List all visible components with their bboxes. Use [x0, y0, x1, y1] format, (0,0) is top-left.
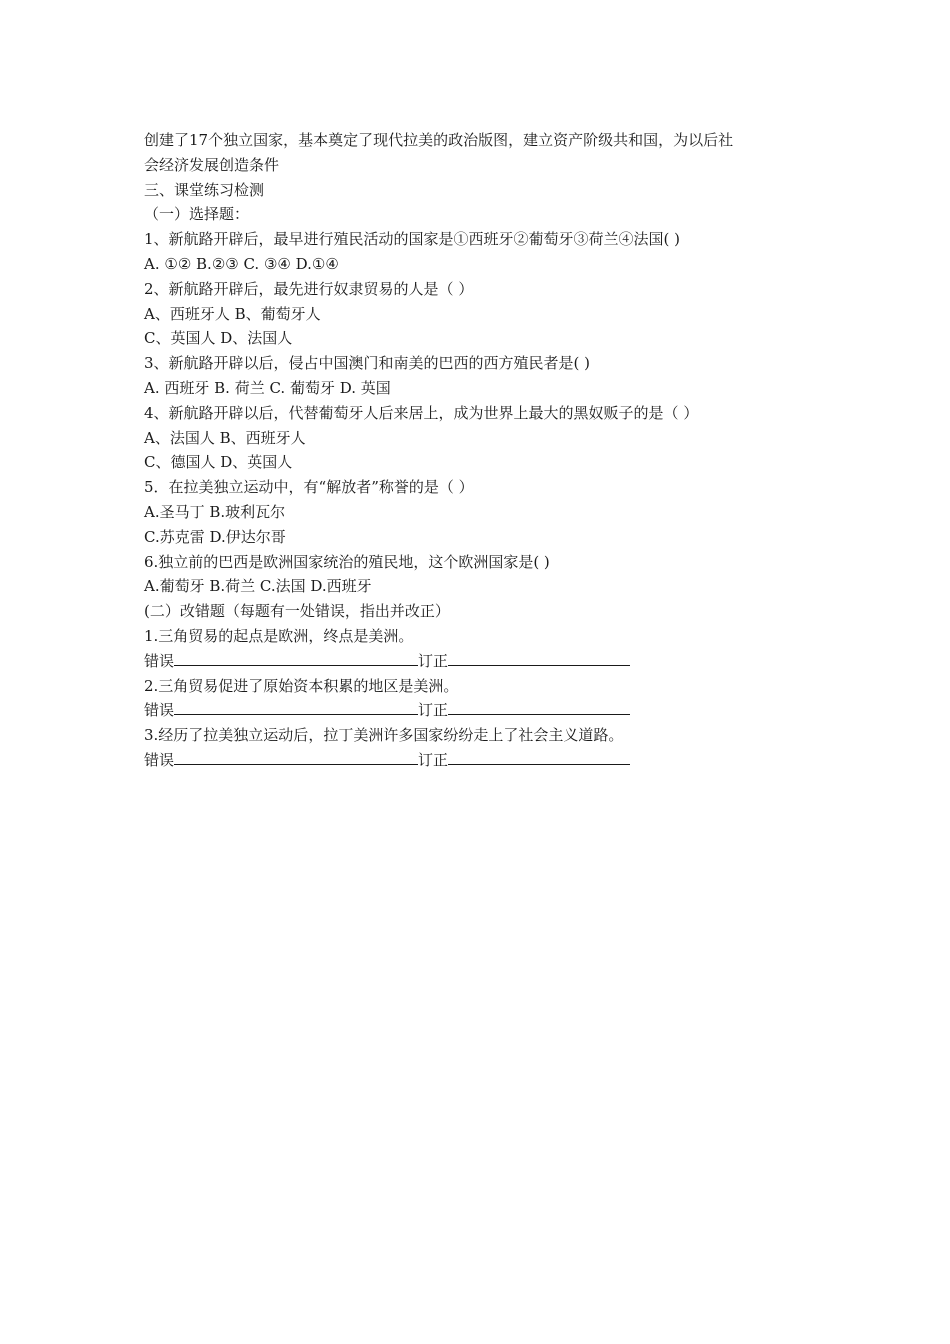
correction-heading: (二）改错题（每题有一处错误，指出并改正） [144, 602, 450, 621]
correction-q1-answer-row [144, 649, 824, 674]
q2-stem: 2、新航路开辟后，最先进行奴隶贸易的人是（ ） [144, 279, 474, 298]
error-label: 错误 [144, 701, 175, 720]
correction-q2-answer-row [144, 698, 824, 723]
q5-stem: 5．在拉美独立运动中，有“解放者”称誉的是（ ） [144, 478, 474, 497]
choice-heading: （一）选择题： [144, 205, 250, 224]
error-answer-blank[interactable] [174, 649, 418, 666]
q1-stem: 1、新航路开辟后，最早进行殖民活动的国家是①西班牙②葡萄牙③荷兰④法国( ) [144, 230, 681, 249]
correction-q3-answer-row [144, 748, 824, 773]
intro-line-1: 创建了17个独立国家，基本奠定了现代拉美的政治版图，建立资产阶级共和国，为以后社 [144, 131, 734, 149]
correction-q2: 2.三角贸易促进了原始资本积累的地区是美洲。 [144, 676, 459, 695]
q5-options-2: C.苏克雷 D.伊达尔哥 [144, 527, 286, 546]
q2-options-2: C、英国人 D、法国人 [144, 329, 293, 348]
fix-answer-blank[interactable] [448, 649, 630, 666]
error-label: 错误 [144, 651, 175, 670]
fix-answer-blank[interactable] [448, 748, 630, 765]
q6-options: A.葡萄牙 B.荷兰 C.法国 D.西班牙 [144, 577, 372, 596]
q3-options: A. 西班牙 B. 荷兰 C. 葡萄牙 D. 英国 [144, 378, 391, 397]
q4-stem: 4、新航路开辟以后，代替葡萄牙人后来居上，成为世界上最大的黑奴贩子的是（ ） [144, 403, 699, 422]
error-answer-blank[interactable] [174, 748, 418, 765]
section-title: 三、课堂练习检测 [144, 180, 265, 199]
q4-options-2: C、德国人 D、英国人 [144, 453, 293, 472]
q3-stem: 3、新航路开辟以后，侵占中国澳门和南美的巴西的西方殖民者是( ) [144, 354, 591, 373]
intro-line-2: 会经济发展创造条件 [144, 155, 280, 174]
error-answer-blank[interactable] [174, 698, 418, 715]
q1-options: A. ①② B.②③ C. ③④ D.①④ [144, 254, 339, 273]
fix-label: 订正 [418, 651, 449, 670]
error-label: 错误 [144, 750, 175, 769]
fix-label: 订正 [418, 750, 449, 769]
q2-options-1: A、西班牙人 B、葡萄牙人 [144, 304, 321, 323]
document-content [144, 128, 824, 773]
fix-label: 订正 [418, 701, 449, 720]
correction-q1: 1.三角贸易的起点是欧洲，终点是美洲。 [144, 626, 414, 645]
q6-stem: 6.独立前的巴西是欧洲国家统治的殖民地，这个欧洲国家是( ) [144, 552, 550, 571]
q5-options-1: A.圣马丁 B.玻利瓦尔 [144, 502, 286, 521]
correction-q3: 3.经历了拉美独立运动后，拉丁美洲许多国家纷纷走上了社会主义道路。 [144, 726, 624, 745]
fix-answer-blank[interactable] [448, 698, 630, 715]
q4-options-1: A、法国人 B、西班牙人 [144, 428, 306, 447]
